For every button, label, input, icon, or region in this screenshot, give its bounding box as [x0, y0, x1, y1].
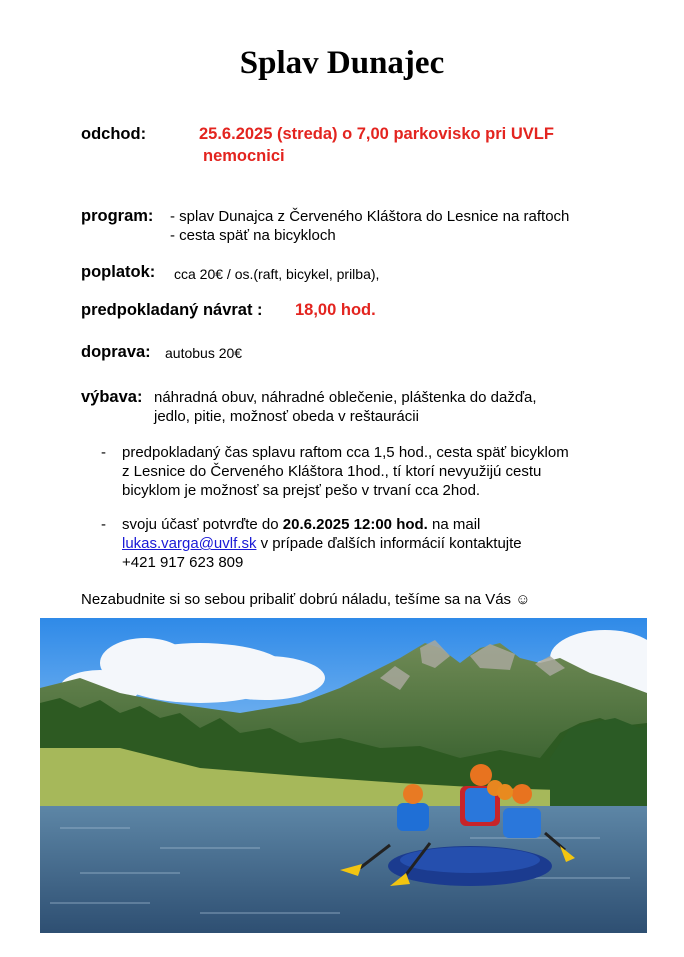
transport-value: autobus 20€ — [165, 345, 243, 361]
note-2-line-1 — [122, 515, 480, 535]
note-1-line-1: predpokladaný čas splavu raftom cca 1,5 hod., cesta späť bicyklom — [122, 444, 569, 461]
return-value: 18,00 hod. — [295, 301, 376, 319]
program-item-1: - splav Dunajca z Červeného Kláštora do Lesnice na raftoch — [170, 208, 570, 225]
return-label: predpokladaný návrat : — [81, 301, 263, 319]
fee-label: poplatok: — [81, 263, 156, 281]
departure-label: odchod: — [81, 125, 147, 143]
contact-email-link[interactable]: lukas.varga@uvlf.sk — [122, 535, 257, 552]
equipment-label: výbava: — [81, 388, 143, 406]
equipment-line-2: jedlo, pitie, možnosť obeda v reštaurácii — [154, 408, 419, 425]
program-item-2: - cesta späť na bicykloch — [170, 227, 336, 244]
page-title: Splav Dunajec — [239, 45, 445, 81]
departure-line-1: 25.6.2025 (streda) o 7,00 parkovisko pri UVLF — [199, 125, 554, 143]
fee-value: cca 20€ / os.(raft, bicykel, prilba), — [174, 266, 380, 282]
contact-info-text: v prípade ďalších informácií kontaktujte — [260, 535, 522, 552]
equipment-line-1: náhradná obuv, náhradné oblečenie, pláštenka do dažďa, — [154, 389, 537, 406]
departure-line-2: nemocnici — [203, 147, 285, 165]
note-1-bullet: - — [101, 444, 106, 461]
transport-label: doprava: — [81, 343, 151, 361]
note-2-bullet: - — [101, 516, 106, 533]
confirm-prefix: svoju účasť potvrďte do — [122, 516, 279, 533]
confirm-deadline: 20.6.2025 12:00 hod. — [282, 516, 428, 533]
note-1-line-3: bicyklom je možnosť sa prejsť pešo v trvaní cca 2hod. — [122, 482, 481, 499]
note-1-line-2: z Lesnice do Červeného Kláštora 1hod., tí ktorí nevyužijú cestu — [122, 463, 542, 480]
confirm-suffix: na mail — [432, 516, 481, 533]
rafting-photo — [40, 618, 647, 933]
contact-phone: +421 917 623 809 — [122, 554, 244, 571]
closing-line: Nezabudnite si so sebou pribaliť dobrú náladu, tešíme sa na Vás ☺ — [81, 591, 531, 608]
note-2-line-2 — [122, 534, 522, 554]
program-label: program: — [81, 207, 154, 225]
